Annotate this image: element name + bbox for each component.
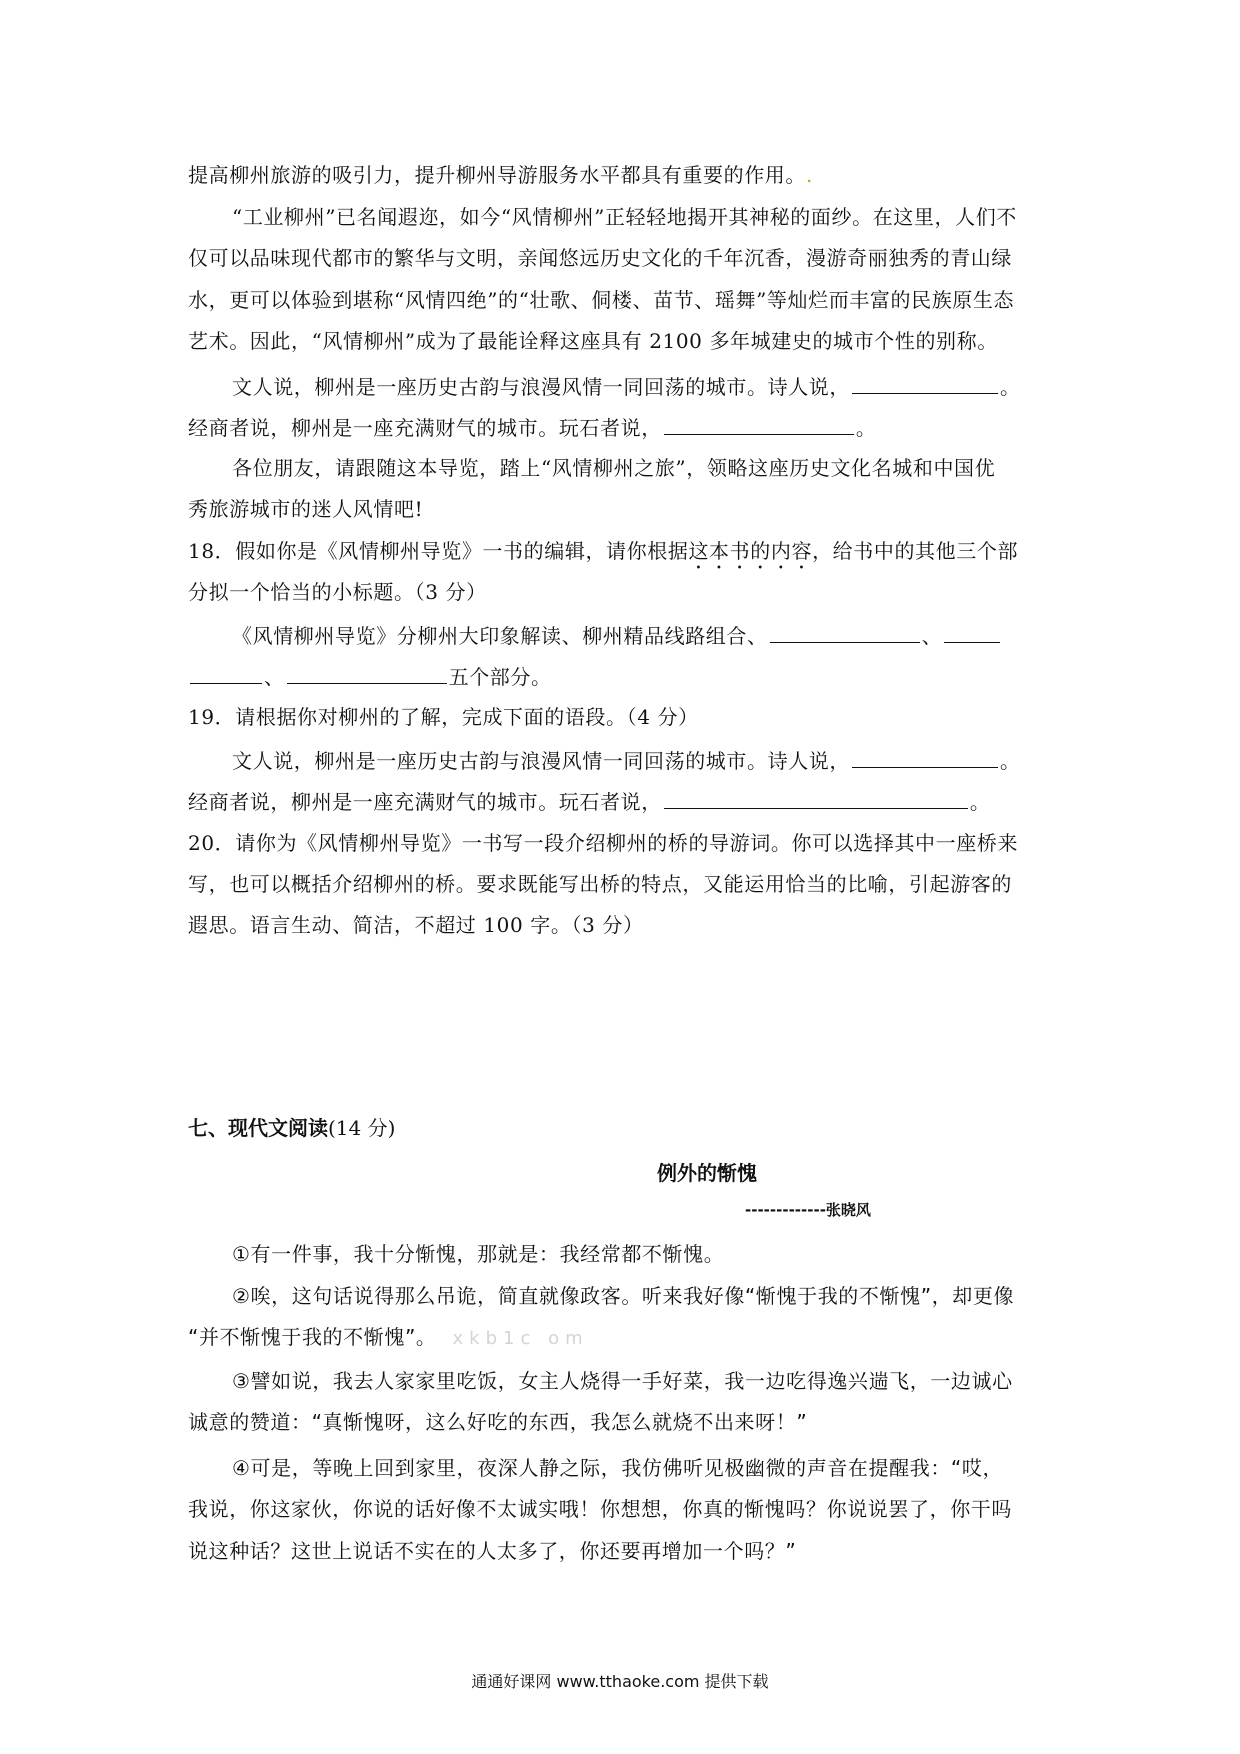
question-text: 经商者说，柳州是一座充满财气的城市。玩石者说， — [188, 790, 662, 814]
passage-line: 各位朋友，请跟随这本导览，踏上“风情柳州之旅”，领略这座历史文化名城和中国优 — [232, 456, 996, 480]
answer-blank[interactable] — [664, 414, 854, 435]
passage-line — [188, 161, 813, 189]
question-18-line: 分拟一个恰当的小标题。（3 分） — [188, 580, 487, 604]
answer-blank[interactable] — [852, 747, 998, 768]
passage-line: 秀旅游城市的迷人风情吧! — [188, 497, 424, 521]
question-19-line — [188, 788, 990, 816]
passage-line — [188, 414, 876, 442]
answer-blank[interactable] — [852, 373, 998, 394]
section-score: (14 分) — [328, 1116, 396, 1140]
article-text: “并不惭愧于我的不惭愧”。 — [188, 1325, 437, 1349]
question-text: 文人说，柳州是一座历史古韵与浪漫风情一同回荡的城市。诗人说， — [232, 749, 850, 773]
section-title: 七、现代文阅读 — [188, 1116, 328, 1140]
article-paragraph — [188, 1323, 589, 1353]
article-paragraph: ②唉，这句话说得那么吊诡，简直就像政客。听来我好像“惭愧于我的不惭愧”，却更像 — [232, 1284, 1015, 1308]
question-18-line — [188, 537, 1018, 574]
punctuation: 。 — [969, 790, 991, 814]
passage-line — [232, 373, 1021, 401]
article-paragraph: ④可是，等晚上回到家里，夜深人静之际，我仿佛听见极幽微的声音在提醒我：“哎， — [232, 1456, 1004, 1480]
answer-blank[interactable] — [287, 663, 447, 684]
article-paragraph: 诚意的赞道：“真惭愧呀，这么好吃的东西，我怎么就烧不出来呀！” — [188, 1410, 808, 1434]
question-20-line: 遐思。语言生动、简洁，不超过 100 字。（3 分） — [188, 913, 644, 937]
answer-blank[interactable] — [770, 622, 920, 643]
article-title: 例外的惭愧 — [657, 1161, 757, 1185]
question-19-line — [232, 747, 1021, 775]
article-paragraph: ③譬如说，我去人家家里吃饭，女主人烧得一手好菜，我一边吃得逸兴遄飞，一边诚心 — [232, 1369, 1013, 1393]
passage-line: 水，更可以体验到堪称“风情四绝”的“壮歌、侗楼、苗节、瑶舞”等灿烂而丰富的民族原生态 — [188, 288, 1015, 312]
question-18-line — [232, 622, 1002, 650]
emphasized-text: 这本书的内容 — [688, 539, 813, 563]
watermark: xkb1c om — [452, 1328, 589, 1349]
passage-text: 经商者说，柳州是一座充满财气的城市。玩石者说， — [188, 416, 662, 440]
page-footer: 通通好课网 www.tthaoke.com 提供下载 — [471, 1672, 769, 1691]
punctuation: 。 — [1000, 375, 1021, 399]
question-text: 五个部分。 — [448, 665, 552, 689]
question-text: 《风情柳州导览》分柳州大印象解读、柳州精品线路组合、 — [232, 624, 768, 648]
punctuation: 、 — [264, 665, 285, 689]
answer-blank[interactable] — [190, 663, 262, 684]
question-18-line — [188, 663, 552, 691]
question-20-line: 写，也可以概括介绍柳州的桥。要求既能写出桥的特点，又能运用恰当的比喻，引起游客的 — [188, 872, 1012, 896]
stray-dot: . — [806, 163, 813, 187]
punctuation: 、 — [921, 624, 943, 648]
punctuation: 。 — [1000, 749, 1021, 773]
article-paragraph: ①有一件事，我十分惭愧，那就是：我经常都不惭愧。 — [232, 1242, 725, 1266]
article-paragraph: 说这种话？这世上说话不实在的人太多了，你还要再增加一个吗？” — [188, 1539, 797, 1563]
passage-line: 艺术。因此，“风情柳州”成为了最能诠释这座具有 2100 多年城建史的城市个性的别称。 — [188, 329, 998, 353]
punctuation: 。 — [855, 416, 877, 440]
question-19-line: 19．请根据你对柳州的了解，完成下面的语段。（4 分） — [188, 705, 699, 729]
passage-text: 文人说，柳州是一座历史古韵与浪漫风情一同回荡的城市。诗人说， — [232, 375, 850, 399]
article-paragraph: 我说，你这家伙，你说的话好像不太诚实哦！你想想，你真的惭愧吗？你说说罢了，你干吗 — [188, 1497, 1012, 1521]
passage-line: 仅可以品味现代都市的繁华与文明，亲闻悠远历史文化的千年沉香，漫游奇丽独秀的青山绿 — [188, 246, 1012, 270]
passage-text: 提高柳州旅游的吸引力，提升柳州导游服务水平都具有重要的作用。 — [188, 163, 806, 187]
passage-line: “工业柳州”已名闻遐迩，如今“风情柳州”正轻轻地揭开其神秘的面纱。在这里，人们不 — [232, 205, 1017, 229]
question-20-line: 20．请你为《风情柳州导览》一书写一段介绍柳州的桥的导游词。你可以选择其中一座桥来 — [188, 831, 1019, 855]
answer-blank[interactable] — [944, 622, 1000, 643]
article-author: -------------张晓风 — [745, 1201, 871, 1219]
section-heading — [188, 1112, 395, 1141]
question-text: ，给书中的其他三个部 — [812, 539, 1019, 563]
question-text: 18．假如你是《风情柳州导览》一书的编辑，请你根据 — [188, 539, 689, 563]
answer-blank[interactable] — [664, 788, 968, 809]
